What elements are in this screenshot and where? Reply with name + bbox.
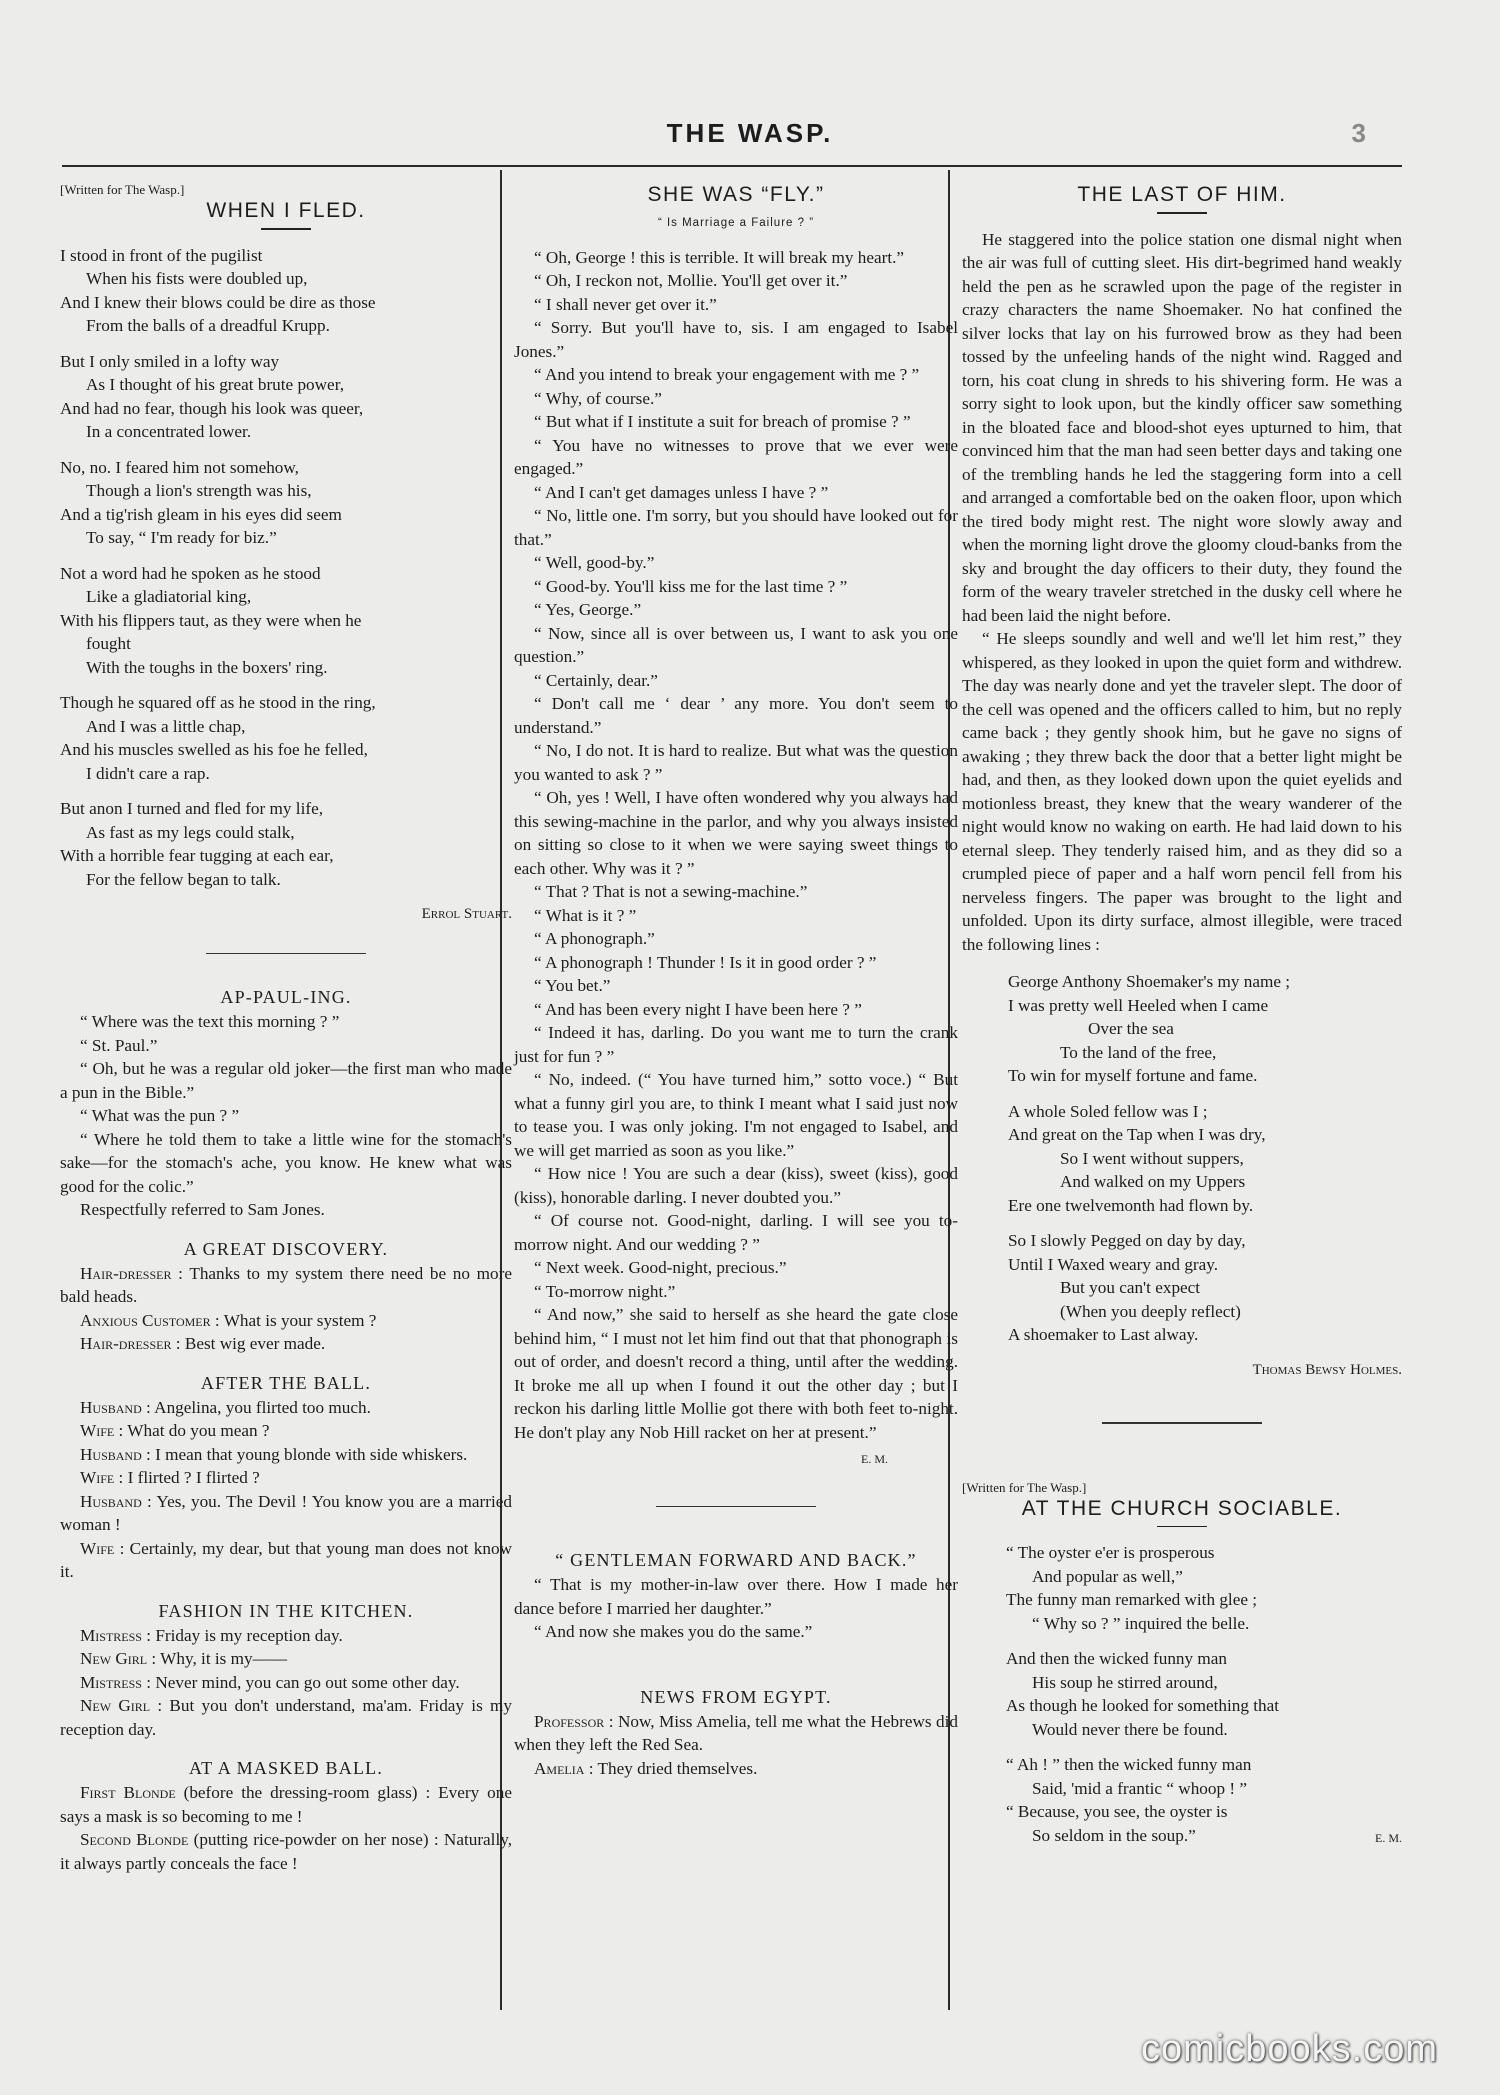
- speaker-label: Husband :: [80, 1444, 151, 1464]
- signature: Thomas Bewsy Holmes.: [1252, 1361, 1402, 1378]
- stanza: [60, 350, 512, 444]
- page-number: 3: [1351, 118, 1366, 148]
- verse-line: “ Why so ? ” inquired the belle.: [1032, 1613, 1250, 1633]
- verse-line: When his fists were doubled up,: [86, 269, 308, 288]
- dialogue-text: (before the dressing-room glass) : Every one says a mask is so becoming to me !: [60, 1783, 513, 1826]
- dialogue-text: Angelina, you flirted too much.: [150, 1397, 371, 1417]
- verse-line: To win for myself fortune and fame.: [1008, 1066, 1258, 1085]
- speaker-label: Mistress :: [80, 1672, 152, 1692]
- dialogue-text: What do you mean ?: [123, 1421, 270, 1440]
- verse-line: For the fellow began to talk.: [86, 869, 281, 889]
- dialogue-text: Why, it is my——: [156, 1649, 288, 1668]
- verse-line: Would never there be found.: [1032, 1719, 1228, 1739]
- paragraph: “ That is my mother-in-law over there. How I made her dance before I married her daughter.”: [514, 1575, 958, 1618]
- dialogue-line: [60, 1419, 512, 1443]
- dialogue-text: Yes, you. The Devil ! You know you are a married woman !: [60, 1491, 512, 1534]
- after-the-ball-text: [60, 1396, 512, 1584]
- paragraph: “ Don't call me ‘ dear ’ any more. You don't seem to understand.”: [514, 694, 958, 737]
- paragraph: “ What was the pun ? ”: [80, 1106, 240, 1125]
- dialogue-text: I flirted ? I flirted ?: [123, 1468, 260, 1487]
- paragraph: “ Good-by. You'll kiss me for the last time ? ”: [534, 576, 848, 596]
- section-title-after-the-ball: AFTER THE BALL.: [200, 1372, 372, 1393]
- header-rule: [62, 165, 1402, 167]
- verse-line: I stood in front of the pugilist: [60, 245, 263, 265]
- column-1: [60, 182, 512, 1875]
- section-title-masked-ball: AT A MASKED BALL.: [188, 1758, 384, 1778]
- verse-line: With his flippers taut, as they were when he: [60, 610, 362, 630]
- paragraph: “ How nice ! You are such a dear (kiss), sweet (kiss), good (kiss), honorable darling. I never doubted you.”: [514, 1164, 958, 1207]
- paragraph: “ To-morrow night.”: [534, 1281, 676, 1301]
- poem-when-i-fled: [60, 244, 512, 892]
- poem-title: AT THE CHURCH SOCIABLE.: [1021, 1496, 1343, 1520]
- dialogue-line: [60, 1443, 512, 1467]
- verse-line: And walked on my Uppers: [1060, 1172, 1246, 1191]
- dialogue-line: [60, 1781, 512, 1828]
- story-title: SHE WAS “FLY.”: [647, 183, 825, 206]
- dialogue-line: [60, 1466, 512, 1490]
- dialogue-line: [60, 1828, 512, 1875]
- paragraph: “ You have no witnesses to prove that we ever were engaged.”: [514, 435, 958, 478]
- story-text: [962, 228, 1402, 957]
- verse-line: Though he squared off as he stood in the ring,: [60, 693, 376, 712]
- column-3: [962, 182, 1402, 1851]
- dialogue-line: [60, 1647, 512, 1671]
- paragraph: “ And has been every night I have been here ? ”: [534, 999, 862, 1019]
- paragraph: “ Why, of course.”: [534, 388, 662, 408]
- verse-line: Though a lion's strength was his,: [86, 481, 312, 500]
- paragraph: “ No, little one. I'm sorry, but you should have looked out for that.”: [514, 506, 958, 549]
- paragraph: “ Where was the text this morning ? ”: [80, 1012, 340, 1031]
- section-title-news-egypt: NEWS FROM EGYPT.: [640, 1686, 832, 1707]
- fashion-kitchen-text: [60, 1624, 512, 1742]
- story-text: [514, 246, 958, 1445]
- paragraph: “ But what if I institute a suit for breach of promise ? ”: [534, 412, 911, 431]
- verse-line: No, no. I feared him not somehow,: [60, 457, 299, 477]
- verse-line: Over the sea: [1088, 1019, 1174, 1038]
- paragraph: “ Sorry. But you'll have to, sis. I am engaged to Isabel Jones.”: [514, 318, 958, 361]
- paragraph: “ Oh, but he was a regular old joker—the first man who made a pun in the Bible.”: [60, 1059, 512, 1102]
- title-rule: [1157, 212, 1207, 214]
- speaker-label: Anxious Customer :: [80, 1310, 220, 1330]
- story-initials: E. M.: [861, 1452, 888, 1466]
- paragraph: “ Oh, George ! this is terrible. It will break my heart.”: [534, 247, 905, 267]
- verse-line: And popular as well,”: [1032, 1566, 1183, 1586]
- masked-ball-text: [60, 1781, 512, 1875]
- section-title-great-discovery: A GREAT DISCOVERY.: [183, 1238, 389, 1259]
- verse-line: With a horrible fear tugging at each ear,: [60, 846, 334, 865]
- paragraph: “ What is it ? ”: [534, 905, 637, 925]
- dialogue-text: Now, Miss Amelia, tell me what the Hebrews did when they left the Red Sea.: [514, 1711, 958, 1754]
- section-separator: [656, 1506, 816, 1508]
- paragraph: Respectfully referred to Sam Jones.: [80, 1200, 325, 1219]
- paragraph: “ He sleeps soundly and well and we'll let him rest,” they whispered, as they looked in upon the quiet form and withdrew. The day was nearly done and yet the traveler slept. The door of the cell was opened and the officers called to him, but no reply came back ; they gently shook him, but he gave no signs of awaking ; they threw back the door that a better light might be had, and then, as they looked down upon the quiet eyelids and motionless breast, they knew that the weary wanderer of the night would know no waking on earth. He had laid down to his eternal sleep. They tenderly raised him, and as they did so a crumpled piece of paper and a half worn pencil fell from his nerveless fingers. The paper was brought to the light and unfolded. Upon its dirty surface, almost illegible, were traced the following lines :: [962, 629, 1402, 954]
- paragraph: “ Next week. Good-night, precious.”: [534, 1258, 787, 1277]
- stanza: [1006, 1647, 1402, 1741]
- verse-line: Until I Waxed weary and gray.: [1008, 1254, 1219, 1274]
- dialogue-line: [60, 1332, 512, 1356]
- speaker-label: Husband :: [80, 1491, 152, 1511]
- speaker-label: New Girl :: [80, 1696, 163, 1715]
- verse-line: A shoemaker to Last alway.: [1008, 1325, 1199, 1344]
- verse-line: “ Ah ! ” then the wicked funny man: [1006, 1755, 1252, 1774]
- verse-line: fought: [86, 634, 131, 653]
- speaker-label: Wife :: [80, 1468, 124, 1487]
- verse-line: To say, “ I'm ready for biz.”: [86, 528, 277, 547]
- section-title-gentleman: “ GENTLEMAN FORWARD AND BACK.”: [555, 1550, 917, 1570]
- paragraph: “ Oh, I reckon not, Mollie. You'll get over it.”: [534, 271, 848, 290]
- speaker-label: Hair-dresser :: [80, 1334, 181, 1353]
- verse-line: So seldom in the soup.”: [1032, 1825, 1196, 1845]
- paragraph: “ And I can't get damages unless I have ? ”: [534, 482, 829, 502]
- paragraph: “ Of course not. Good-night, darling. I will see you to-morrow night. And our wedding ? ”: [514, 1211, 958, 1254]
- church-poem: [962, 1541, 1402, 1847]
- paragraph: “ And now she makes you do the same.”: [534, 1622, 813, 1641]
- verse-line: And his muscles swelled as his foe he felled,: [60, 740, 368, 759]
- stanza: [60, 691, 512, 785]
- story-subtitle: “ Is Marriage a Failure ? ”: [657, 217, 815, 229]
- verse-line: In a concentrated lower.: [86, 422, 252, 441]
- paragraph: “ And you intend to break your engagement with me ? ”: [534, 365, 920, 384]
- verse-line: With the toughs in the boxers' ring.: [86, 657, 328, 677]
- verse-line: “ Because, you see, the oyster is: [1006, 1802, 1228, 1821]
- great-discovery-text: [60, 1262, 512, 1356]
- verse-line: And then the wicked funny man: [1006, 1649, 1227, 1668]
- dialogue-line: [60, 1490, 512, 1537]
- section-separator: [206, 953, 366, 955]
- verse-line: From the balls of a dreadful Krupp.: [86, 316, 330, 335]
- stanza: [1008, 1100, 1402, 1218]
- paragraph: “ Well, good-by.”: [534, 553, 655, 572]
- verse-line: But I only smiled in a lofty way: [60, 351, 280, 371]
- section-separator: [1102, 1422, 1262, 1424]
- paragraph: He staggered into the police station one dismal night when the air was full of cutting sleet. His dirt-begrimed hand weakly held the pen as he scrawled upon the page of the register in crazy characters the name Shoemaker. No hat confined the silver locks that lay on his furrowed brow as they had been tossed by the unfeeling hands of the night wind. Ragged and torn, his coat clung in shreds to his shivering form. He was a sorry sight to look upon, but the kindly officer saw something in the bloated face and blood-shot eyes upturned to him, that convinced him that the man had seen better days and taking one of the trembling hands he led the staggering form into a cell and arranged a comfortable bed on the oaken floor, upon which the tired body might rest. The night wore slowly away and when the morning light drove the gloomy cloud-banks from the sky and brought the day officers to their duty, they found the form of the weary traveler stretched in the dusky cell where he had been laid the night before.: [962, 229, 1402, 625]
- section-title-fashion-kitchen: FASHION IN THE KITCHEN.: [158, 1600, 414, 1621]
- speaker-label: Husband :: [80, 1397, 151, 1417]
- section-title-ap-paul-ing: AP-PAUL-ING.: [220, 987, 352, 1007]
- credit-line: [Written for The Wasp.]: [962, 1479, 1087, 1495]
- dialogue-line: [60, 1671, 512, 1695]
- verse-line: But anon I turned and fled for my life,: [60, 799, 323, 818]
- dialogue-text: Never mind, you can go out some other day.: [151, 1672, 460, 1692]
- speaker-label: Hair-dresser :: [80, 1263, 183, 1283]
- verse-line: And I knew their blows could be dire as those: [60, 292, 376, 312]
- verse-line: A whole Soled fellow was I ;: [1008, 1101, 1208, 1121]
- shoemaker-poem: [962, 970, 1402, 1347]
- dialogue-text: (putting rice-powder on her nose) : Naturally, it always partly conceals the face !: [60, 1830, 512, 1873]
- paragraph: “ A phonograph ! Thunder ! Is it in good order ? ”: [534, 952, 877, 972]
- stanza: [1006, 1541, 1402, 1635]
- verse-line: The funny man remarked with glee ;: [1006, 1590, 1258, 1609]
- verse-line: To the land of the free,: [1060, 1042, 1217, 1062]
- column-2: [514, 182, 958, 1780]
- verse-line: Ere one twelvemonth had flown by.: [1008, 1195, 1254, 1215]
- dialogue-line: [60, 1309, 512, 1333]
- poem-title: WHEN I FLED.: [206, 199, 366, 222]
- paragraph: “ No, indeed. (“ You have turned him,” sotto voce.) “ But what a funny girl you are, to think I meant what I said just now to tease you. I was only joking. I'm not engaged to Isabel, and we will get married as soon as you like.”: [514, 1070, 958, 1160]
- paragraph: “ St. Paul.”: [80, 1035, 158, 1055]
- ap-paul-ing-text: [60, 1010, 512, 1222]
- verse-line: As though he looked for something that: [1006, 1696, 1280, 1715]
- dialogue-text: I mean that young blonde with side whiskers.: [150, 1444, 468, 1464]
- dialogue-line: [514, 1757, 958, 1781]
- verse-line: (When you deeply reflect): [1060, 1301, 1241, 1321]
- speaker-label: First Blonde: [80, 1783, 176, 1802]
- speaker-label: Amelia :: [534, 1758, 594, 1778]
- credit-line: [Written for The Wasp.]: [60, 182, 185, 197]
- verse-line: As I thought of his great brute power,: [86, 375, 345, 394]
- story-title: THE LAST OF HIM.: [1077, 183, 1287, 206]
- title-rule: [261, 228, 311, 230]
- verse-line: I didn't care a rap.: [86, 763, 210, 783]
- verse-line: As fast as my legs could stalk,: [86, 822, 295, 842]
- verse-line: So I slowly Pegged on day by day,: [1008, 1231, 1246, 1250]
- paragraph: “ Yes, George.”: [534, 600, 642, 619]
- masthead: [0, 118, 1500, 154]
- verse-line: And a tig'rish gleam in his eyes did seem: [60, 504, 342, 524]
- paragraph: “ You bet.”: [534, 976, 611, 995]
- verse-line: But you can't expect: [1060, 1278, 1201, 1297]
- stanza: [60, 244, 512, 338]
- speaker-label: Wife :: [80, 1421, 124, 1440]
- verse-line: Like a gladiatorial king,: [86, 587, 252, 606]
- dialogue-line: [60, 1537, 512, 1584]
- poem-initials: E. M.: [1375, 1831, 1402, 1845]
- speaker-label: Professor :: [534, 1711, 614, 1731]
- stanza: [60, 797, 512, 891]
- paragraph: “ No, I do not. It is hard to realize. But what was the question you wanted to ask ? ”: [514, 741, 958, 784]
- stanza: [60, 562, 512, 680]
- verse-line: I was pretty well Heeled when I came: [1008, 995, 1269, 1015]
- dialogue-line: [60, 1396, 512, 1420]
- verse-line: And great on the Tap when I was dry,: [1008, 1125, 1266, 1144]
- paragraph: “ Indeed it has, darling. Do you want me to turn the crank just for fun ? ”: [514, 1023, 958, 1066]
- paragraph: “ Where he told them to take a little wine for the stomach's sake—for the stomach's ache, you know. He knew what was good for the colic.”: [60, 1129, 512, 1196]
- signature: Errol Stuart.: [421, 906, 512, 922]
- dialogue-line: [60, 1624, 512, 1648]
- verse-line: Not a word had he spoken as he stood: [60, 563, 321, 583]
- verse-line: And had no fear, though his look was queer,: [60, 398, 364, 418]
- verse-line: George Anthony Shoemaker's my name ;: [1008, 972, 1291, 991]
- masthead-title: THE WASP.: [666, 118, 834, 148]
- dialogue-line: [514, 1710, 958, 1757]
- dialogue-text: But you don't understand, ma'am. Friday is my reception day.: [60, 1696, 512, 1739]
- verse-line: His soup he stirred around,: [1032, 1672, 1218, 1692]
- dialogue-text: Thanks to my system there need be no more bald heads.: [60, 1263, 512, 1306]
- verse-line: And I was a little chap,: [86, 716, 246, 736]
- speaker-label: Second Blonde: [80, 1830, 189, 1849]
- paragraph: “ A phonograph.”: [534, 929, 655, 948]
- verse-line: Said, 'mid a frantic “ whoop ! ”: [1032, 1778, 1248, 1798]
- speaker-label: Mistress :: [80, 1625, 152, 1645]
- dialogue-text: They dried themselves.: [593, 1758, 758, 1778]
- dialogue-line: [60, 1262, 512, 1309]
- title-rule: [1157, 1526, 1207, 1528]
- dialogue-text: Best wig ever made.: [180, 1334, 326, 1353]
- paragraph: “ Oh, yes ! Well, I have often wondered why you always had this sewing-machine in the parlor, and why you always insisted on sitting so close to it when we were saying sweet things to each other. Why was it ? ”: [514, 788, 958, 878]
- paragraph: “ Certainly, dear.”: [534, 670, 658, 690]
- paragraph: “ I shall never get over it.”: [534, 294, 717, 314]
- verse-line: “ The oyster e'er is prosperous: [1006, 1543, 1215, 1562]
- stanza: [1008, 970, 1402, 1088]
- stanza: [60, 456, 512, 550]
- gentleman-text: [514, 1573, 958, 1644]
- dialogue-text: What is your system ?: [219, 1310, 377, 1330]
- speaker-label: Wife :: [80, 1538, 125, 1558]
- dialogue-text: Certainly, my dear, but that young man does not know it.: [60, 1538, 512, 1581]
- stanza: [1008, 1229, 1402, 1347]
- paragraph: “ And now,” she said to herself as she heard the gate close behind him, “ I must not let him find out that that phonograph is out of order, and doesn't record a thing, until after the wedding. It broke me all up when I found it out the other day ; but I reckon his darling little Mollie got there with both feet to-night. He don't play any Nob Hill racket on her at present.”: [514, 1305, 958, 1442]
- dialogue-text: Friday is my reception day.: [151, 1625, 343, 1645]
- paragraph: “ That ? That is not a sewing-machine.”: [534, 882, 808, 901]
- speaker-label: New Girl :: [80, 1649, 157, 1668]
- news-egypt-text: [514, 1710, 958, 1781]
- paragraph: “ Now, since all is over between us, I want to ask you one question.”: [514, 623, 958, 666]
- watermark: comicbooks.com: [1141, 2028, 1438, 2070]
- verse-line: So I went without suppers,: [1060, 1148, 1244, 1168]
- dialogue-line: [60, 1694, 512, 1741]
